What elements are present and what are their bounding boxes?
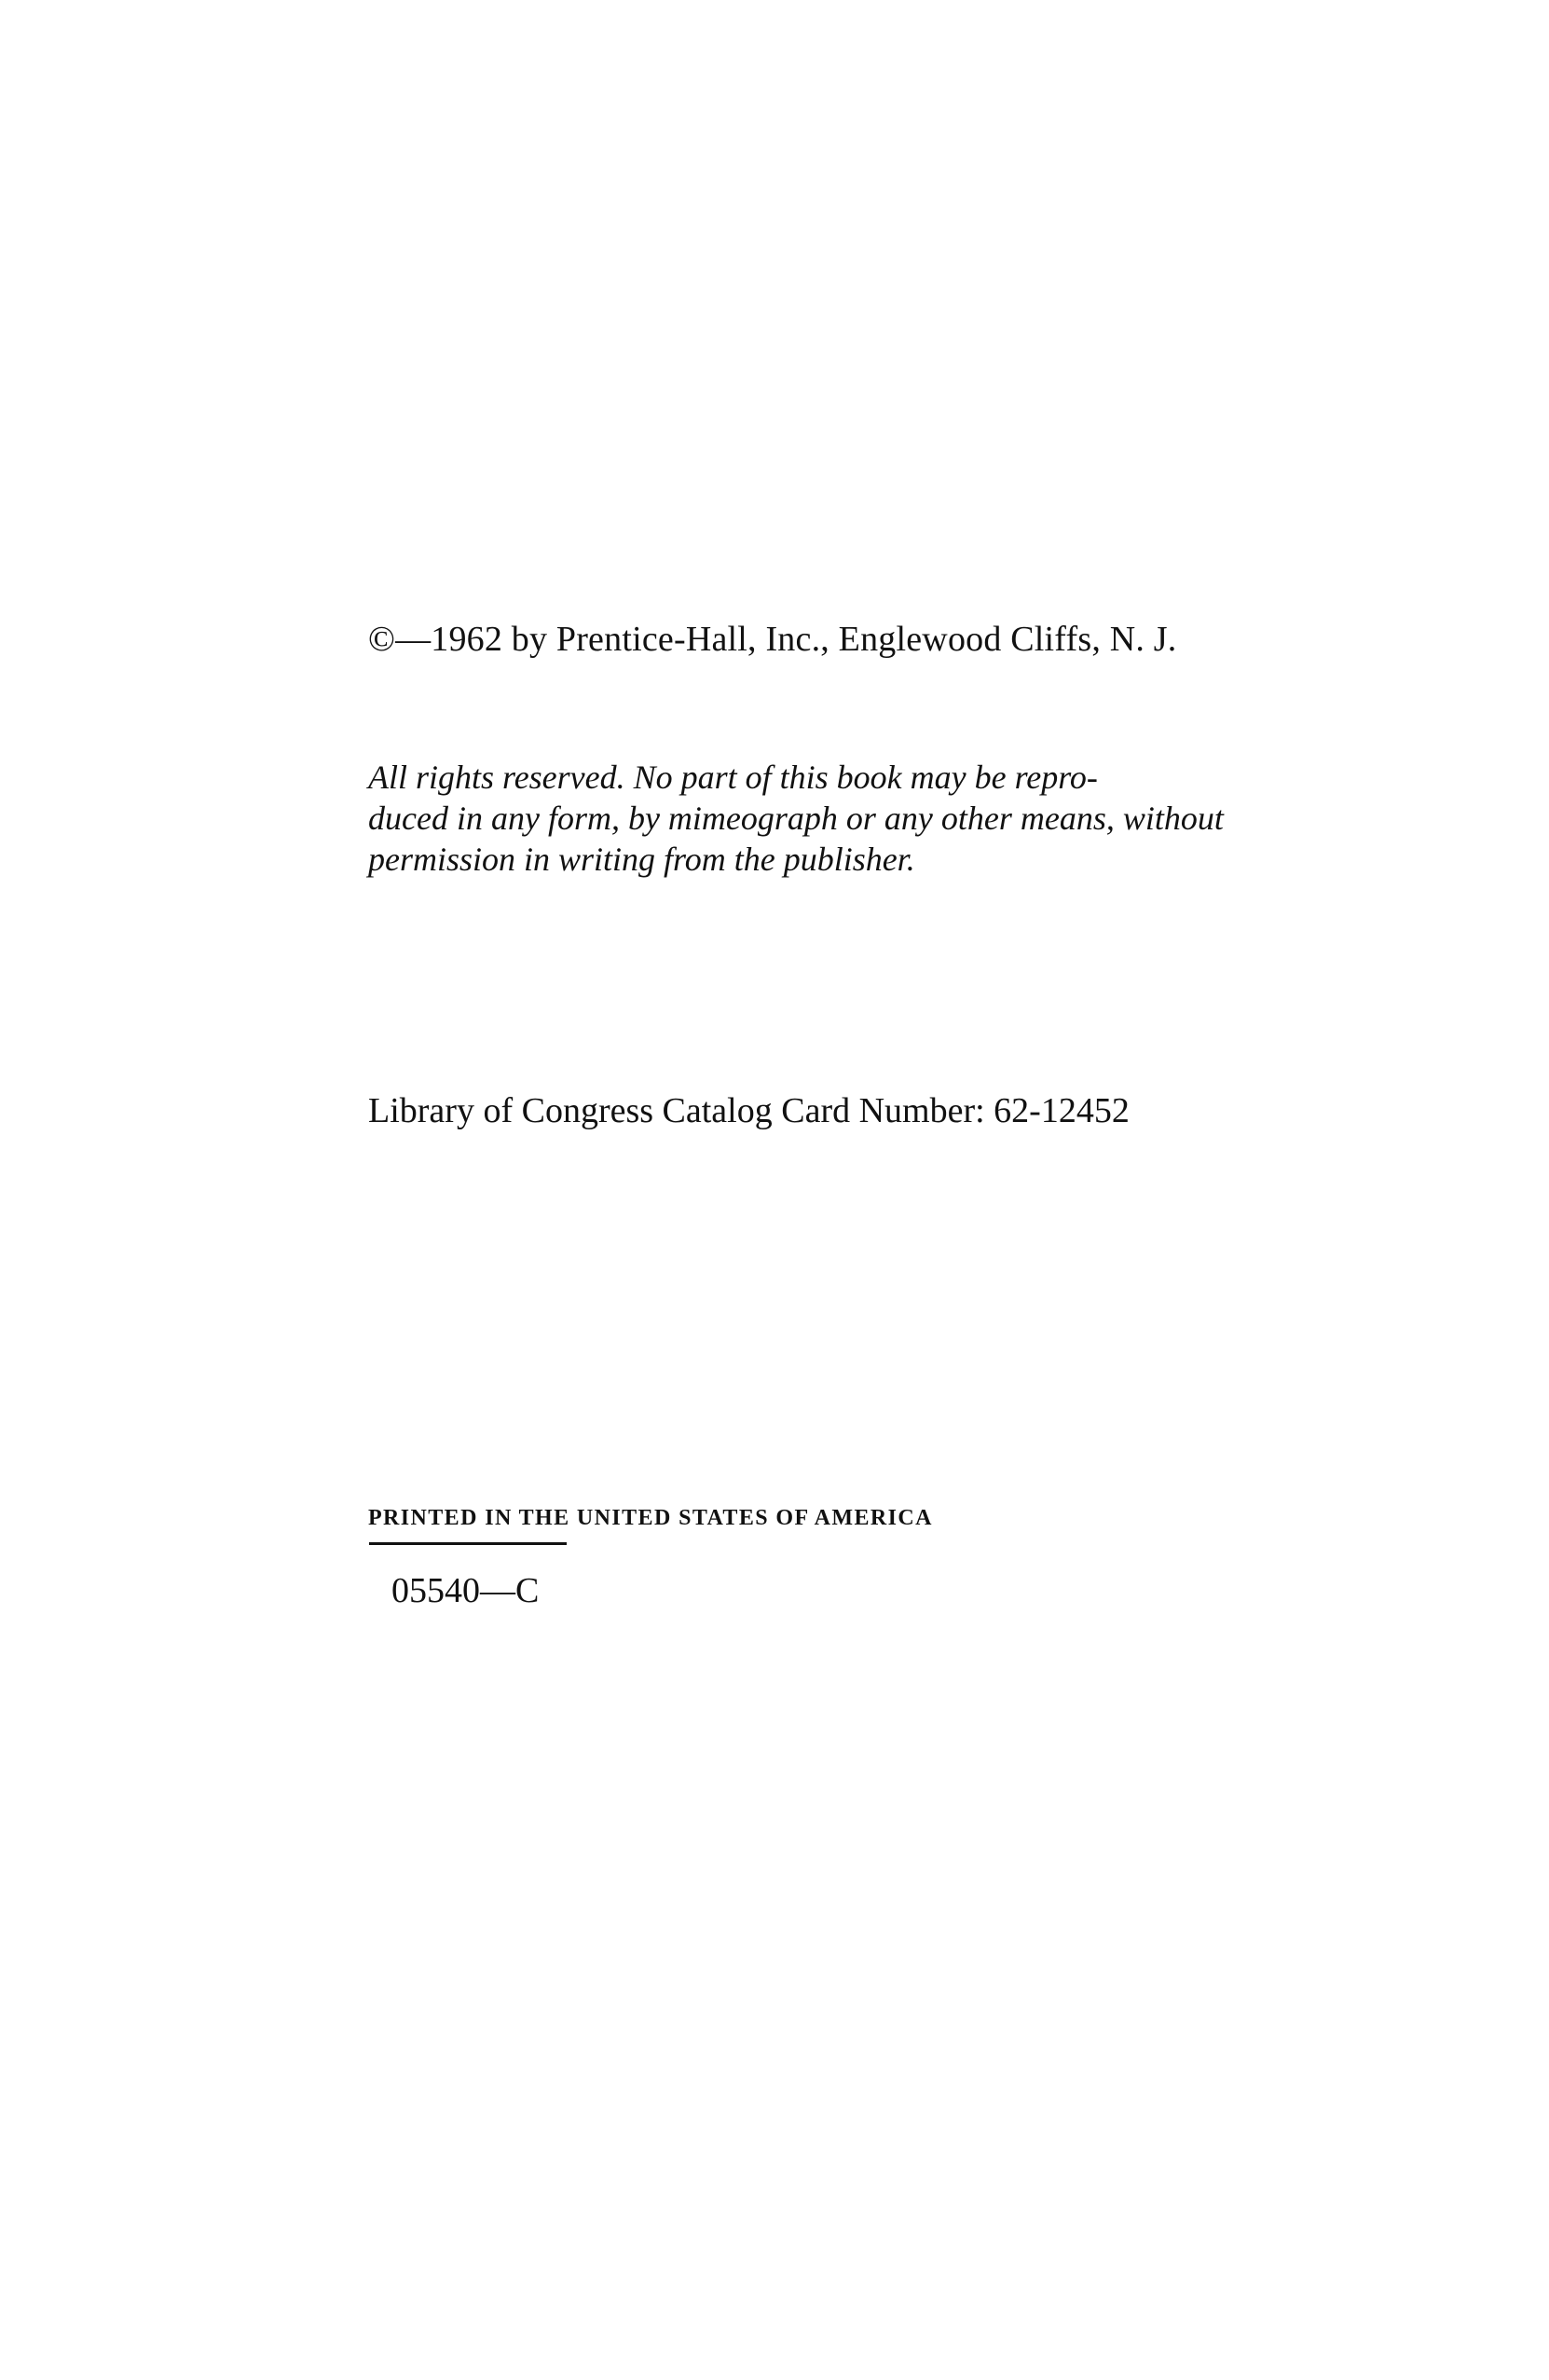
- rights-line-3: permission in writing from the publisher.: [368, 841, 915, 878]
- rights-line-2: duced in any form, by mimeograph or any other means, without: [368, 800, 1224, 837]
- library-of-congress-number: Library of Congress Catalog Card Number: 62-12452: [368, 1091, 1130, 1130]
- divider-rule: [369, 1542, 567, 1545]
- printed-in-notice: PRINTED IN THE UNITED STATES OF AMERICA: [368, 1506, 933, 1530]
- rights-notice: [368, 757, 1224, 880]
- publisher-code: 05540—C: [391, 1571, 540, 1610]
- rights-line-1: All rights reserved. No part of this book may be repro-: [368, 759, 1098, 796]
- copyright-notice: ©—1962 by Prentice-Hall, Inc., Englewood Cliffs, N. J.: [368, 620, 1177, 659]
